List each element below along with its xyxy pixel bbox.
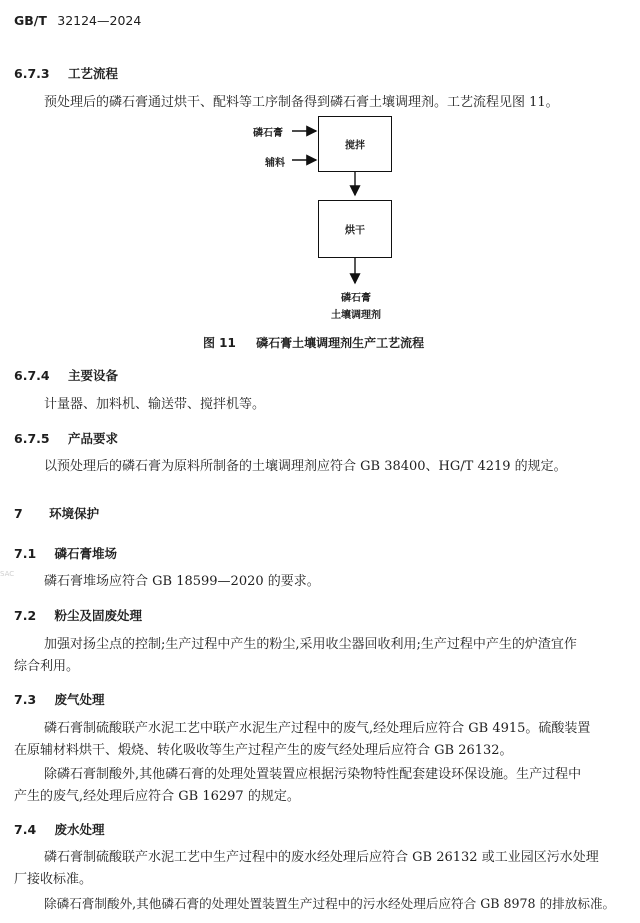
figure-label: 图 11 (203, 336, 236, 350)
paragraph: 磷石膏堆场应符合 GB 18599—2020 的要求。 (44, 574, 320, 589)
paragraph-line: 产生的废气,经处理后应符合 GB 16297 的规定。 (14, 789, 300, 804)
section-heading-6-7-5 (14, 429, 118, 447)
flow-input-label: 磷石膏 (253, 128, 283, 139)
section-heading-7 (14, 504, 99, 522)
paragraph-line: 除磷石膏制酸外,其他磷石膏的处理处置装置生产过程中的污水经处理后应符合 GB 8978 的排放标准。 (44, 896, 616, 911)
process-box-drying (318, 200, 392, 258)
section-heading-7-4 (14, 820, 105, 838)
section-title: 磷石膏堆场 (54, 546, 118, 561)
section-number: 6.7.4 (14, 368, 50, 383)
section-title: 产品要求 (67, 431, 118, 446)
section-number: 7.1 (14, 546, 37, 561)
figure-caption (203, 334, 424, 351)
paragraph-line: 加强对扬尘点的控制;生产过程中产生的粉尘,采用收尘器回收利用;生产过程中产生的炉渣宜作 (44, 637, 577, 652)
paragraph-line: 除磷石膏制酸外,其他磷石膏的处理处置装置应根据污染物特性配套建设环保设施。生产过程中 (44, 767, 582, 782)
section-number: 6.7.5 (14, 431, 50, 446)
figure-title: 磷石膏土壤调理剂生产工艺流程 (256, 336, 425, 350)
paragraph: 计量器、加料机、输送带、搅拌机等。 (44, 397, 266, 412)
section-number: 7.3 (14, 692, 37, 707)
standard-number: 32124—2024 (57, 13, 142, 28)
section-heading-7-2 (14, 606, 142, 624)
section-title: 废水处理 (54, 822, 105, 837)
standard-code: GB/T (14, 13, 47, 28)
section-title: 废气处理 (54, 692, 105, 707)
paragraph-line: 磷石膏制硫酸联产水泥工艺中联产水泥生产过程中的废气,经处理后应符合 GB 4915。硫酸装置 (44, 721, 591, 736)
section-heading-6-7-4 (14, 366, 118, 384)
paragraph-line: 厂接收标准。 (14, 872, 93, 887)
paragraph: 以预处理后的磷石膏为原料所制备的土壤调理剂应符合 GB 38400、HG/T 4219 的规定。 (44, 459, 567, 474)
paragraph-line: 综合利用。 (14, 659, 80, 674)
paragraph-line: 在原辅材料烘干、煅烧、转化吸收等生产过程产生的废气经处理后应符合 GB 26132。 (14, 743, 513, 758)
flow-output-label: 土壤调理剂 (331, 310, 381, 321)
section-number: 7 (14, 506, 23, 521)
section-number: 6.7.3 (14, 66, 50, 81)
paragraph-line: 磷石膏制硫酸联产水泥工艺中生产过程中的废水经处理后应符合 GB 26132 或工业园区污水处理 (44, 850, 599, 865)
section-number: 7.2 (14, 608, 37, 623)
flow-output-label: 磷石膏 (341, 293, 371, 304)
section-number: 7.4 (14, 822, 37, 837)
paragraph: 预处理后的磷石膏通过烘干、配料等工序制备得到磷石膏土壤调理剂。工艺流程见图 11。 (44, 95, 559, 110)
section-title: 粉尘及固废处理 (54, 608, 143, 623)
flow-input-label: 辅料 (265, 158, 285, 169)
process-box-label: 烘干 (345, 225, 365, 237)
watermark: SAC (0, 570, 15, 578)
section-heading-7-1 (14, 544, 117, 562)
process-box-mixing (318, 116, 392, 172)
process-box-label: 搅拌 (345, 140, 365, 152)
section-title: 环境保护 (49, 506, 100, 521)
section-heading-7-3 (14, 690, 105, 708)
section-title: 主要设备 (67, 368, 118, 383)
section-title: 工艺流程 (67, 66, 118, 81)
